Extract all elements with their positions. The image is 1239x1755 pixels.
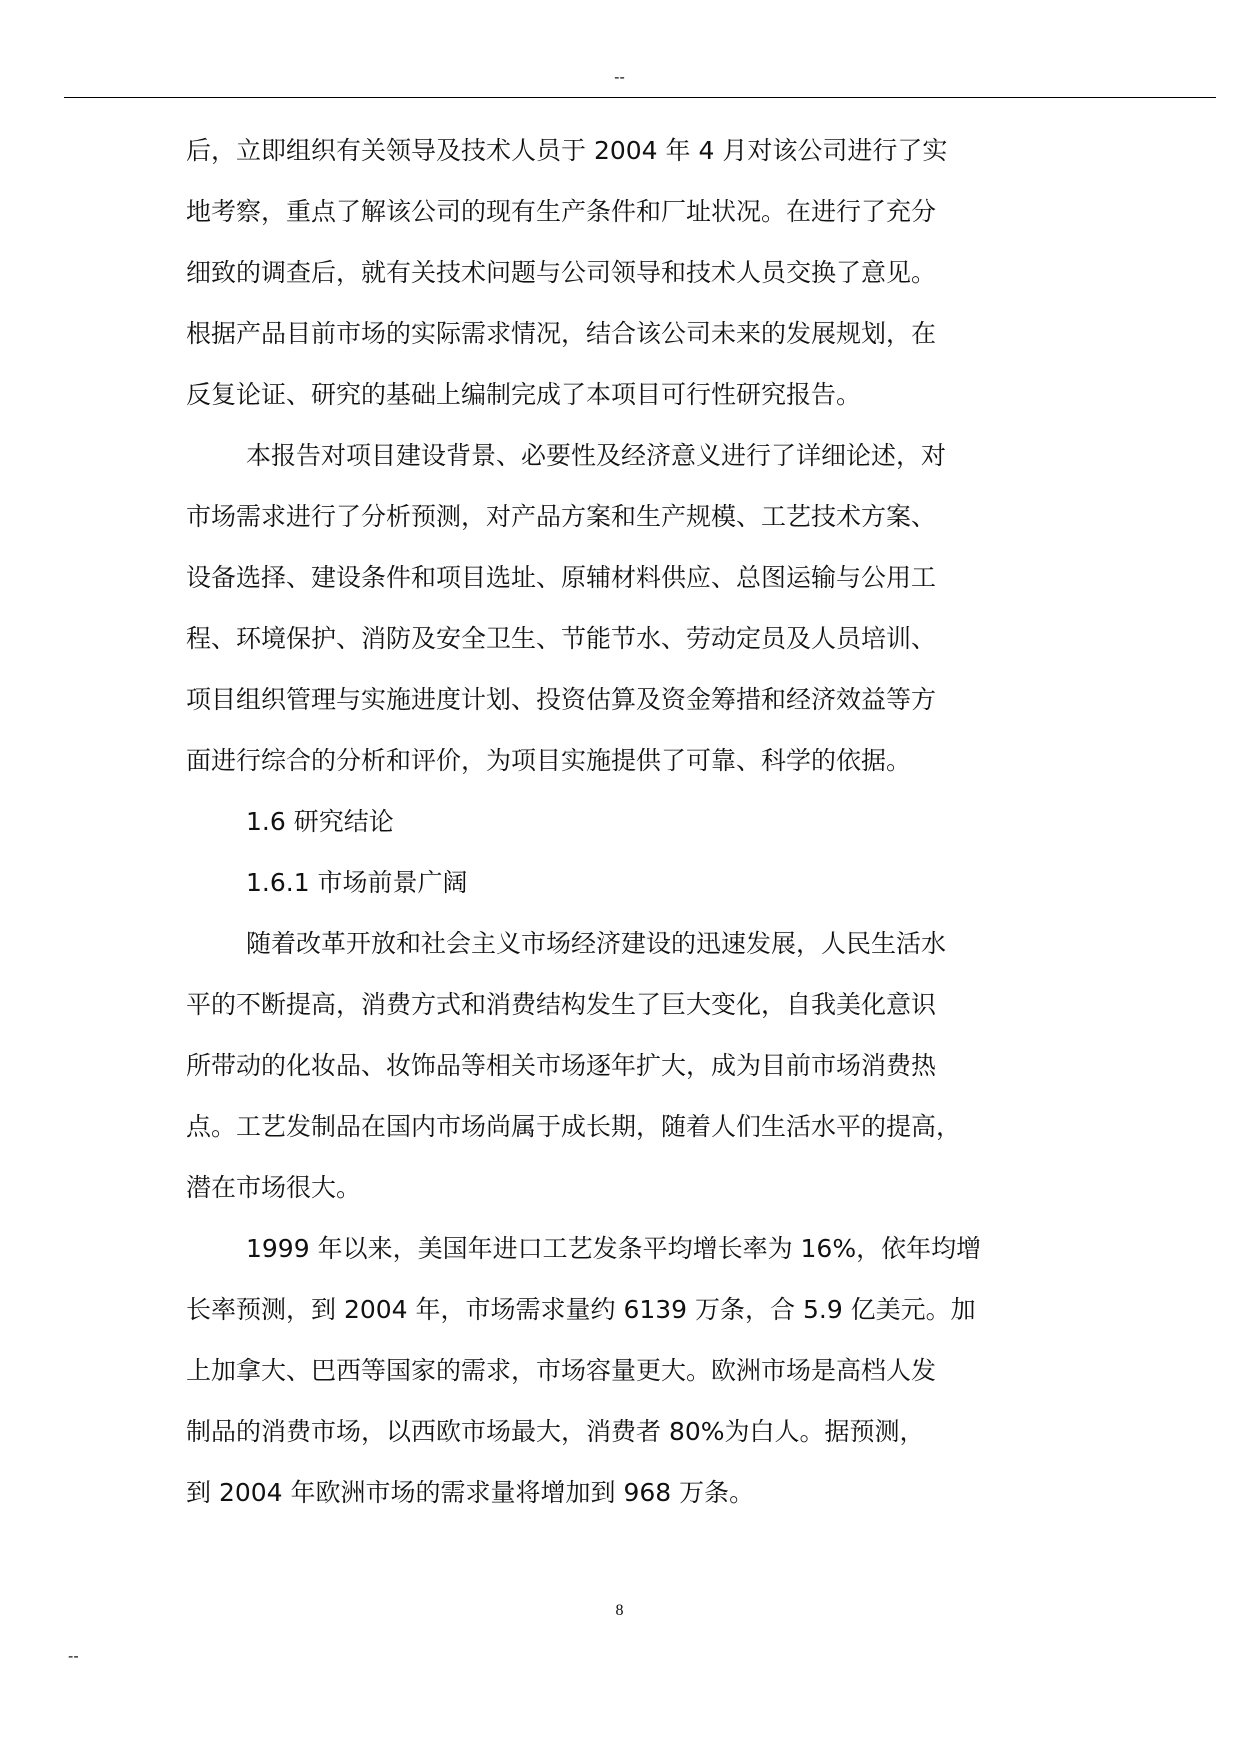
body-line: 上加拿大、巴西等国家的需求，市场容量更大。欧洲市场是高档人发 bbox=[186, 1356, 937, 1385]
body-line: 项目组织管理与实施进度计划、投资估算及资金筹措和经济效益等方 bbox=[186, 685, 937, 714]
header-rule bbox=[64, 97, 1216, 98]
body-line: 设备选择、建设条件和项目选址、原辅材料供应、总图运输与公用工 bbox=[186, 563, 937, 592]
footer-mark: -- bbox=[68, 1648, 79, 1665]
body-line: 潜在市场很大。 bbox=[186, 1173, 362, 1202]
body-line: 1999 年以来，美国年进口工艺发条平均增长率为 16%，依年均增 bbox=[246, 1234, 982, 1263]
body-line: 面进行综合的分析和评价，为项目实施提供了可靠、科学的依据。 bbox=[186, 746, 912, 775]
document-body bbox=[186, 120, 1126, 1523]
body-line: 长率预测，到 2004 年，市场需求量约 6139 万条，合 5.9 亿美元。加 bbox=[186, 1295, 976, 1324]
body-line: 本报告对项目建设背景、必要性及经济意义进行了详细论述，对 bbox=[246, 441, 947, 470]
body-line: 根据产品目前市场的实际需求情况，结合该公司未来的发展规划，在 bbox=[186, 319, 937, 348]
header-mark: -- bbox=[614, 69, 625, 86]
body-line: 平的不断提高，消费方式和消费结构发生了巨大变化，自我美化意识 bbox=[186, 990, 937, 1019]
body-line: 点。工艺发制品在国内市场尚属于成长期，随着人们生活水平的提高， bbox=[186, 1112, 962, 1141]
body-line: 反复论证、研究的基础上编制完成了本项目可行性研究报告。 bbox=[186, 380, 862, 409]
subsection-heading: 1.6.1 市场前景广阔 bbox=[246, 868, 468, 897]
body-line: 到 2004 年欧洲市场的需求量将增加到 968 万条。 bbox=[186, 1478, 755, 1507]
body-line: 后，立即组织有关领导及技术人员于 2004 年 4 月对该公司进行了实 bbox=[186, 136, 948, 165]
body-line: 程、环境保护、消防及安全卫生、节能节水、劳动定员及人员培训、 bbox=[186, 624, 937, 653]
body-line: 地考察，重点了解该公司的现有生产条件和厂址状况。在进行了充分 bbox=[186, 197, 937, 226]
body-line: 所带动的化妆品、妆饰品等相关市场逐年扩大，成为目前市场消费热 bbox=[186, 1051, 937, 1080]
page-number: 8 bbox=[615, 1602, 624, 1619]
body-line: 随着改革开放和社会主义市场经济建设的迅速发展，人民生活水 bbox=[246, 929, 947, 958]
body-line: 制品的消费市场，以西欧市场最大，消费者 80%为白人。据预测， bbox=[186, 1417, 925, 1446]
body-line: 市场需求进行了分析预测，对产品方案和生产规模、工艺技术方案、 bbox=[186, 502, 937, 531]
body-line: 细致的调查后，就有关技术问题与公司领导和技术人员交换了意见。 bbox=[186, 258, 937, 287]
section-heading: 1.6 研究结论 bbox=[246, 807, 394, 836]
